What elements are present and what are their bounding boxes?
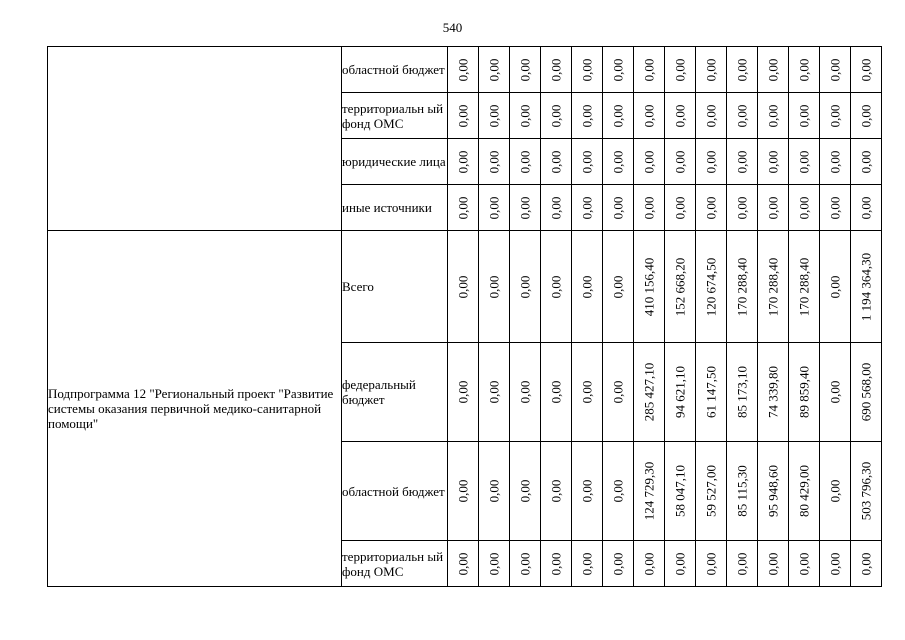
value-text: 0,00 [641, 196, 657, 219]
funding-source-cell: территориальн ый фонд ОМС [342, 541, 448, 587]
value-cell [541, 442, 572, 541]
value-text: 0,00 [517, 552, 533, 575]
value-cell [820, 47, 851, 93]
value-text: 74 339,80 [765, 366, 781, 418]
value-cell [634, 541, 665, 587]
value-text: 0,00 [610, 196, 626, 219]
value-cell [448, 231, 479, 343]
value-text: 0,00 [610, 104, 626, 127]
value-text: 0,00 [579, 58, 595, 81]
value-cell [789, 231, 820, 343]
value-cell [696, 541, 727, 587]
value-text: 0,00 [765, 150, 781, 173]
value-text: 0,00 [610, 479, 626, 503]
value-cell [820, 231, 851, 343]
funding-source-cell: территориальн ый фонд ОМС [342, 93, 448, 139]
value-cell [665, 442, 696, 541]
value-cell [696, 231, 727, 343]
value-text: 0,00 [548, 275, 564, 298]
value-cell [851, 442, 882, 541]
value-cell [479, 343, 510, 442]
value-text: 0,00 [548, 380, 564, 404]
value-cell [758, 541, 789, 587]
value-cell [603, 541, 634, 587]
value-text: 152 668,20 [672, 257, 688, 316]
value-cell [727, 541, 758, 587]
value-text: 0,00 [796, 104, 812, 127]
value-cell [851, 47, 882, 93]
value-cell [572, 541, 603, 587]
value-text: 0,00 [610, 275, 626, 298]
value-cell [479, 185, 510, 231]
value-text: 61 147,50 [703, 366, 719, 418]
value-text: 0,00 [827, 196, 843, 219]
value-cell [572, 231, 603, 343]
value-cell [820, 139, 851, 185]
value-text: 0,00 [579, 275, 595, 298]
value-cell [448, 139, 479, 185]
value-cell [727, 185, 758, 231]
value-cell [603, 47, 634, 93]
value-text: 0,00 [765, 104, 781, 127]
value-cell [541, 343, 572, 442]
value-cell [758, 93, 789, 139]
value-text: 0,00 [548, 552, 564, 575]
program-name-cell [48, 47, 342, 231]
funding-source-cell: иные источники [342, 185, 448, 231]
value-text: 0,00 [610, 58, 626, 81]
value-cell [789, 47, 820, 93]
program-name-cell: Подпрограмма 12 "Региональный проект "Развитие системы оказания первичной медико-санитарной помощи" [48, 231, 342, 587]
value-cell [789, 185, 820, 231]
value-text: 0,00 [765, 58, 781, 81]
value-text: 0,00 [579, 479, 595, 503]
value-text: 0,00 [486, 380, 502, 404]
value-cell [634, 93, 665, 139]
value-text: 85 115,30 [734, 465, 750, 517]
value-text: 0,00 [486, 479, 502, 503]
value-text: 0,00 [827, 275, 843, 298]
value-cell [665, 343, 696, 442]
value-text: 0,00 [548, 58, 564, 81]
value-text: 0,00 [486, 552, 502, 575]
value-text: 503 796,30 [858, 461, 874, 521]
value-text: 0,00 [610, 380, 626, 404]
value-cell [572, 139, 603, 185]
value-text: 89 859,40 [796, 366, 812, 418]
value-cell [851, 185, 882, 231]
value-cell [851, 139, 882, 185]
value-cell [758, 47, 789, 93]
value-cell [758, 231, 789, 343]
value-cell [479, 231, 510, 343]
value-text: 0,00 [734, 150, 750, 173]
value-text: 0,00 [486, 275, 502, 298]
value-cell [634, 139, 665, 185]
value-cell [727, 442, 758, 541]
funding-source-cell: Всего [342, 231, 448, 343]
value-cell [758, 442, 789, 541]
table-row [48, 47, 882, 93]
value-text: 0,00 [827, 380, 843, 404]
value-cell [603, 93, 634, 139]
funding-source-cell: юридические лица [342, 139, 448, 185]
value-text: 410 156,40 [641, 257, 657, 316]
value-text: 0,00 [703, 196, 719, 219]
value-cell [727, 343, 758, 442]
value-text: 0,00 [796, 196, 812, 219]
value-cell [510, 139, 541, 185]
funding-source-cell: областной бюджет [342, 442, 448, 541]
value-cell [634, 343, 665, 442]
value-text: 94 621,10 [672, 366, 688, 418]
value-cell [789, 541, 820, 587]
value-cell [479, 93, 510, 139]
value-cell [789, 93, 820, 139]
value-text: 0,00 [517, 275, 533, 298]
value-cell [572, 47, 603, 93]
value-text: 124 729,30 [641, 461, 657, 521]
value-cell [789, 139, 820, 185]
value-text: 0,00 [641, 150, 657, 173]
value-cell [789, 442, 820, 541]
value-cell [603, 442, 634, 541]
value-cell [727, 139, 758, 185]
value-cell [634, 185, 665, 231]
value-cell [851, 343, 882, 442]
value-text: 0,00 [455, 479, 471, 503]
value-text: 0,00 [455, 196, 471, 219]
value-text: 0,00 [486, 196, 502, 219]
value-cell [510, 47, 541, 93]
value-text: 0,00 [641, 552, 657, 575]
value-cell [696, 139, 727, 185]
value-text: 0,00 [827, 479, 843, 503]
value-cell [758, 343, 789, 442]
value-cell [727, 47, 758, 93]
value-cell [541, 185, 572, 231]
value-text: 0,00 [672, 104, 688, 127]
value-text: 59 527,00 [703, 465, 719, 517]
value-text: 170 288,40 [796, 257, 812, 316]
value-cell [696, 93, 727, 139]
value-cell [851, 541, 882, 587]
value-text: 0,00 [641, 104, 657, 127]
value-cell [541, 93, 572, 139]
value-cell [479, 541, 510, 587]
value-text: 0,00 [548, 104, 564, 127]
value-cell [448, 343, 479, 442]
value-cell [603, 185, 634, 231]
value-cell [448, 541, 479, 587]
value-text: 0,00 [579, 196, 595, 219]
value-cell [448, 185, 479, 231]
value-text: 0,00 [548, 196, 564, 219]
page-number: 540 [442, 20, 463, 35]
value-text: 0,00 [827, 552, 843, 575]
value-text: 80 429,00 [796, 465, 812, 517]
value-text: 0,00 [734, 58, 750, 81]
value-text: 0,00 [796, 150, 812, 173]
value-text: 0,00 [703, 150, 719, 173]
value-cell [541, 231, 572, 343]
value-cell [634, 442, 665, 541]
value-text: 0,00 [734, 196, 750, 219]
value-cell [727, 93, 758, 139]
value-cell [479, 442, 510, 541]
value-cell [634, 47, 665, 93]
value-cell [820, 93, 851, 139]
value-cell [510, 343, 541, 442]
value-cell [820, 185, 851, 231]
value-cell [572, 185, 603, 231]
value-text: 170 288,40 [734, 257, 750, 316]
value-cell [510, 541, 541, 587]
value-text: 1 194 364,30 [858, 252, 874, 321]
value-cell [820, 541, 851, 587]
value-text: 0,00 [703, 58, 719, 81]
value-text: 0,00 [486, 104, 502, 127]
value-cell [448, 93, 479, 139]
value-cell [541, 541, 572, 587]
value-cell [541, 139, 572, 185]
value-text: 0,00 [858, 196, 874, 219]
value-text: 0,00 [517, 479, 533, 503]
table-row [48, 231, 882, 343]
value-text: 0,00 [672, 552, 688, 575]
value-text: 0,00 [486, 150, 502, 173]
value-text: 0,00 [517, 196, 533, 219]
value-cell [851, 231, 882, 343]
value-cell [696, 343, 727, 442]
value-text: 0,00 [579, 552, 595, 575]
value-cell [820, 343, 851, 442]
value-text: 0,00 [796, 58, 812, 81]
funding-source-cell: областной бюджет [342, 47, 448, 93]
value-text: 0,00 [455, 150, 471, 173]
value-cell [603, 139, 634, 185]
value-text: 120 674,50 [703, 257, 719, 316]
value-text: 0,00 [517, 58, 533, 81]
value-text: 0,00 [765, 196, 781, 219]
value-text: 0,00 [517, 150, 533, 173]
value-text: 0,00 [765, 552, 781, 575]
value-cell [665, 47, 696, 93]
value-text: 690 568,00 [858, 362, 874, 422]
value-cell [541, 47, 572, 93]
value-cell [479, 139, 510, 185]
value-text: 0,00 [517, 380, 533, 404]
value-text: 0,00 [455, 380, 471, 404]
value-cell [448, 47, 479, 93]
value-cell [510, 231, 541, 343]
value-cell [572, 343, 603, 442]
value-cell [851, 93, 882, 139]
value-cell [696, 47, 727, 93]
value-cell [572, 442, 603, 541]
value-cell [603, 343, 634, 442]
value-text: 0,00 [858, 58, 874, 81]
value-text: 0,00 [610, 552, 626, 575]
value-text: 0,00 [827, 150, 843, 173]
value-text: 0,00 [796, 552, 812, 575]
value-cell [448, 442, 479, 541]
value-cell [510, 93, 541, 139]
value-cell [634, 231, 665, 343]
value-cell [665, 185, 696, 231]
value-text: 0,00 [455, 104, 471, 127]
value-cell [789, 343, 820, 442]
value-text: 0,00 [703, 552, 719, 575]
value-text: 0,00 [734, 552, 750, 575]
value-text: 0,00 [641, 58, 657, 81]
value-cell [758, 139, 789, 185]
value-cell [510, 442, 541, 541]
value-text: 0,00 [579, 150, 595, 173]
value-cell [696, 185, 727, 231]
value-text: 0,00 [455, 552, 471, 575]
value-text: 0,00 [672, 196, 688, 219]
value-text: 0,00 [672, 150, 688, 173]
budget-table [47, 46, 882, 587]
value-text: 0,00 [858, 104, 874, 127]
value-cell [665, 139, 696, 185]
value-text: 0,00 [455, 58, 471, 81]
value-text: 95 948,60 [765, 465, 781, 517]
value-text: 0,00 [455, 275, 471, 298]
value-cell [665, 541, 696, 587]
value-text: 0,00 [827, 58, 843, 81]
value-cell [665, 231, 696, 343]
value-text: 285 427,10 [641, 362, 657, 422]
value-cell [603, 231, 634, 343]
value-cell [510, 185, 541, 231]
value-cell [727, 231, 758, 343]
value-text: 0,00 [672, 58, 688, 81]
value-text: 0,00 [827, 104, 843, 127]
value-text: 0,00 [579, 380, 595, 404]
value-text: 0,00 [734, 104, 750, 127]
value-cell [479, 47, 510, 93]
value-cell [665, 93, 696, 139]
value-text: 0,00 [548, 479, 564, 503]
value-cell [820, 442, 851, 541]
value-text: 0,00 [517, 104, 533, 127]
value-text: 0,00 [610, 150, 626, 173]
value-text: 0,00 [703, 104, 719, 127]
value-cell [572, 93, 603, 139]
value-text: 58 047,10 [672, 465, 688, 517]
value-text: 0,00 [579, 104, 595, 127]
value-text: 0,00 [548, 150, 564, 173]
value-cell [758, 185, 789, 231]
value-text: 85 173,10 [734, 366, 750, 418]
funding-source-cell: федеральный бюджет [342, 343, 448, 442]
value-text: 0,00 [858, 150, 874, 173]
value-text: 0,00 [858, 552, 874, 575]
value-cell [696, 442, 727, 541]
value-text: 170 288,40 [765, 257, 781, 316]
value-text: 0,00 [486, 58, 502, 81]
